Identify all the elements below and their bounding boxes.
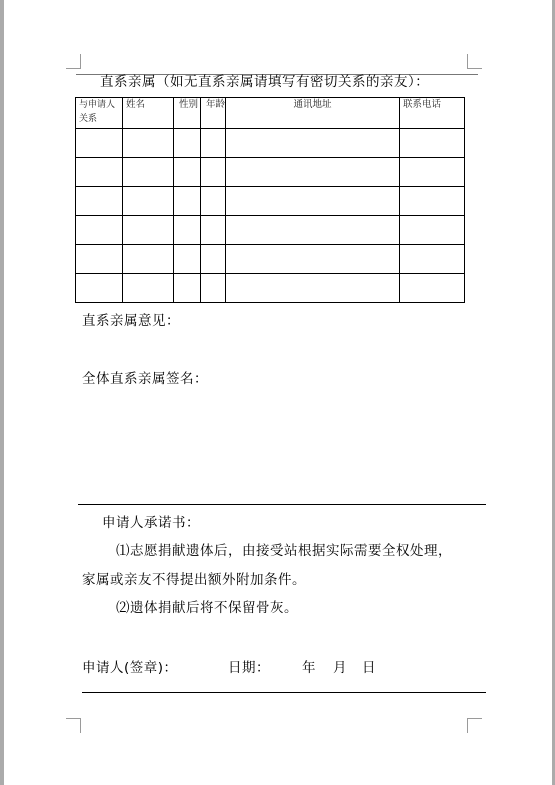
table-cell[interactable] [226, 187, 400, 216]
table-cell[interactable] [174, 129, 201, 158]
table-cell[interactable] [123, 274, 174, 303]
section-heading: 直系亲属（如无直系亲属请填写有密切关系的亲友）： [100, 74, 430, 90]
table-row [76, 274, 465, 303]
table-cell[interactable] [174, 158, 201, 187]
table-cell[interactable] [201, 274, 226, 303]
table-cell[interactable] [174, 274, 201, 303]
table-cell[interactable] [174, 187, 201, 216]
table-cell[interactable] [400, 216, 465, 245]
date-year-label: 年 [302, 660, 316, 676]
table-cell[interactable] [174, 216, 201, 245]
column-header-age: 年龄 [201, 98, 226, 129]
table-cell[interactable] [123, 187, 174, 216]
table-cell[interactable] [76, 187, 123, 216]
column-header-gender: 性别 [174, 98, 201, 129]
column-header-name: 姓名 [123, 98, 174, 129]
table-cell[interactable] [201, 245, 226, 274]
relatives-signature-label: 全体直系亲属签名： [82, 371, 208, 387]
pledge-title: 申请人承诺书： [102, 515, 200, 531]
table-row [76, 216, 465, 245]
table-row [76, 187, 465, 216]
table-row [76, 245, 465, 274]
table-cell[interactable] [123, 158, 174, 187]
table-cell[interactable] [400, 187, 465, 216]
table-cell[interactable] [226, 245, 400, 274]
table-cell[interactable] [76, 158, 123, 187]
pledge-item-2: ⑵遗体捐献后将不保留骨灰。 [116, 600, 298, 616]
table-cell[interactable] [174, 245, 201, 274]
column-header-address: 通讯地址 [226, 98, 400, 129]
pledge-item-1-line-2: 家属或亲友不得提出额外附加条件。 [82, 572, 306, 588]
table-cell[interactable] [400, 245, 465, 274]
crop-mark-bottom-left [66, 718, 81, 733]
relatives-table [75, 97, 465, 303]
date-day-label: 日 [362, 660, 376, 676]
column-header-phone: 联系电话 [400, 98, 465, 129]
crop-mark-top-right [467, 54, 482, 69]
table-cell[interactable] [201, 129, 226, 158]
table-cell[interactable] [400, 129, 465, 158]
table-cell[interactable] [76, 216, 123, 245]
table-cell[interactable] [123, 245, 174, 274]
table-cell[interactable] [400, 274, 465, 303]
date-month-label: 月 [333, 660, 347, 676]
table-cell[interactable] [226, 274, 400, 303]
crop-mark-top-left [66, 54, 81, 69]
column-header-relation: 与申请人关系 [76, 98, 123, 129]
table-cell[interactable] [123, 129, 174, 158]
table-cell[interactable] [201, 216, 226, 245]
table-cell[interactable] [76, 245, 123, 274]
pledge-item-1-line-1: ⑴志愿捐献遗体后，由接受站根据实际需要全权处理， [116, 543, 452, 559]
table-cell[interactable] [226, 216, 400, 245]
crop-mark-bottom-right [467, 718, 482, 733]
table-row [76, 129, 465, 158]
relatives-opinion-label: 直系亲属意见： [82, 313, 180, 329]
table-cell[interactable] [400, 158, 465, 187]
table-cell[interactable] [123, 216, 174, 245]
applicant-signature-label: 申请人(签章)： [82, 660, 178, 676]
table-cell[interactable] [201, 187, 226, 216]
table-row [76, 158, 465, 187]
table-cell[interactable] [76, 274, 123, 303]
section-divider [78, 504, 486, 505]
table-cell[interactable] [76, 129, 123, 158]
date-label: 日期： [228, 660, 270, 676]
footer-rule [82, 692, 486, 693]
table-cell[interactable] [226, 129, 400, 158]
table-cell[interactable] [201, 158, 226, 187]
table-header-row [76, 98, 465, 129]
table-cell[interactable] [226, 158, 400, 187]
